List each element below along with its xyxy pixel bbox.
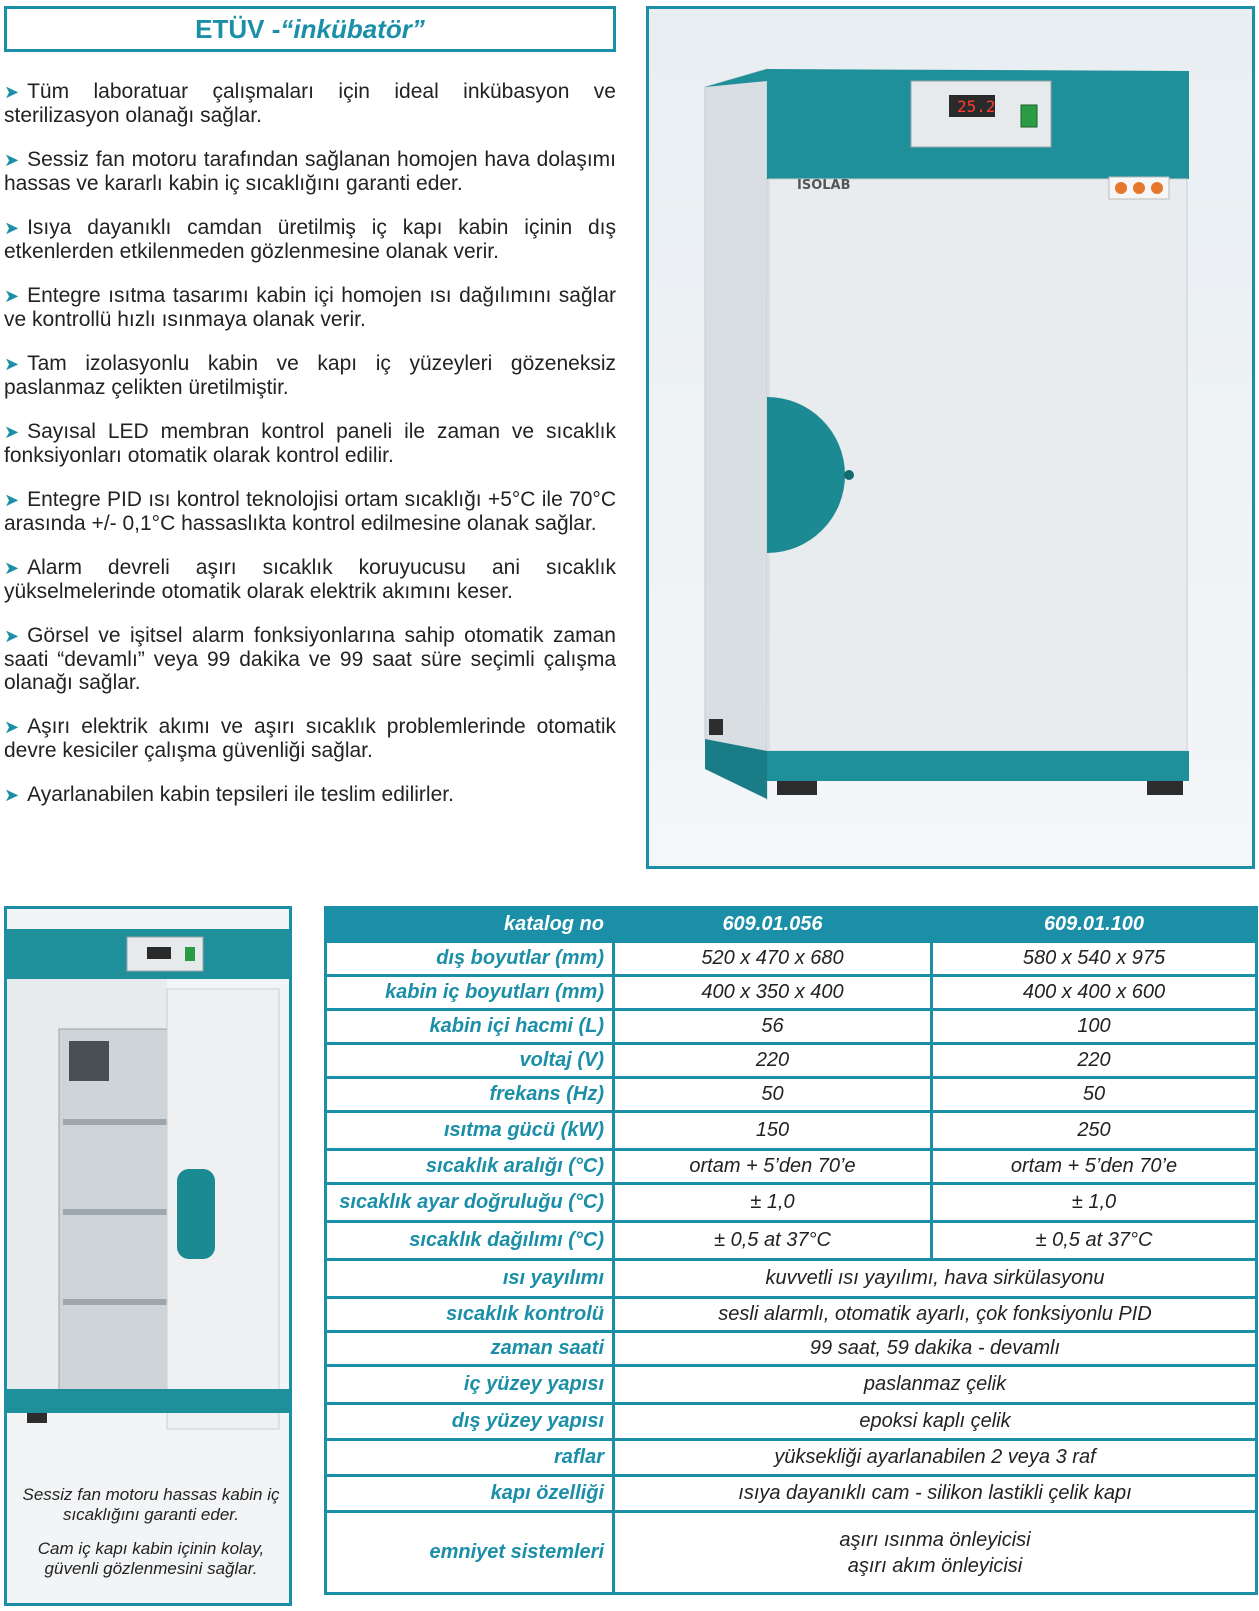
arrow-icon: ➤: [4, 558, 20, 578]
row-label: zaman saati: [326, 1332, 614, 1366]
row-value: ± 0,5 at 37°C: [614, 1222, 932, 1260]
open-incubator-illustration: [7, 909, 289, 1469]
row-value: ± 1,0: [932, 1184, 1257, 1222]
row-label: ısıtma gücü (kW): [326, 1112, 614, 1150]
arrow-icon: ➤: [4, 490, 20, 510]
title-italic: “inkübatör”: [280, 13, 425, 44]
page-title: [4, 6, 616, 52]
row-value: 400 x 350 x 400: [614, 976, 932, 1010]
arrow-icon: ➤: [4, 626, 20, 646]
row-value: 100: [932, 1010, 1257, 1044]
row-value: 99 saat, 59 dakika - devamlı: [614, 1332, 1257, 1366]
row-label: dış boyutlar (mm): [326, 942, 614, 976]
feature-item: [4, 624, 616, 694]
incubator-open-photo: [4, 906, 292, 1606]
temperature-display: 25.2: [957, 97, 996, 116]
feature-text: Aşırı elektrik akımı ve aşırı sıcaklık problemlerinde otomatik devre kesiciler çalışma güvenliği sağlar.: [4, 715, 616, 762]
feature-text: Sessiz fan motoru tarafından sağlanan homojen hava dolaşımı hassas ve kararlı kabin iç sıcaklığını garanti eder.: [4, 148, 616, 195]
safety-line: aşırı ısınma önleyicisi: [839, 1528, 1031, 1551]
row-value: 50: [932, 1078, 1257, 1112]
catalog-no-1: 609.01.056: [614, 908, 932, 942]
feature-item: [4, 715, 616, 762]
feature-text: Entegre ısıtma tasarımı kabin içi homojen ısı dağılımını sağlar ve kontrollü hızlı ısınmaya olanak verir.: [4, 284, 616, 331]
table-row-merged: [326, 1404, 1257, 1440]
arrow-icon: ➤: [4, 218, 20, 238]
row-value: paslanmaz çelik: [614, 1366, 1257, 1404]
feature-text: Tam izolasyonlu kabin ve kapı iç yüzeyleri gözeneksiz paslanmaz çelikten üretilmiştir.: [4, 352, 616, 399]
row-value: kuvvetli ısı yayılımı, hava sirkülasyonu: [614, 1260, 1257, 1298]
row-value: sesli alarmlı, otomatik ayarlı, çok fonksiyonlu PID: [614, 1298, 1257, 1332]
feature-item: [4, 216, 616, 263]
row-value: 150: [614, 1112, 932, 1150]
feature-item: [4, 80, 616, 127]
row-label: sıcaklık dağılımı (°C): [326, 1222, 614, 1260]
row-value: 520 x 470 x 680: [614, 942, 932, 976]
arrow-icon: ➤: [4, 717, 20, 737]
feature-text: Isıya dayanıklı camdan üretilmiş iç kapı kabin içinin dış etkenlerden etkilenmeden gözlenmesine olanak verir.: [4, 216, 616, 263]
feature-item: [4, 420, 616, 467]
feature-item: [4, 148, 616, 195]
row-value: ± 1,0: [614, 1184, 932, 1222]
caption-glass-door: Cam iç kapı kabin içinin kolay, güvenli gözlenmesini sağlar.: [37, 1539, 265, 1578]
feature-text: Entegre PID ısı kontrol teknolojisi ortam sıcaklığı +5°C ile 70°C arasında +/- 0,1°C hassaslıkta kontrol edilmesine olanak sağlar.: [4, 488, 616, 535]
arrow-icon: ➤: [4, 286, 20, 306]
row-label: kabin iç boyutları (mm): [326, 976, 614, 1010]
feature-item: [4, 556, 616, 603]
table-row-merged: [326, 1476, 1257, 1512]
row-label: kapı özelliği: [326, 1476, 614, 1512]
row-label: frekans (Hz): [326, 1078, 614, 1112]
row-label: kabin içi hacmi (L): [326, 1010, 614, 1044]
table-row: [326, 942, 1257, 976]
feature-text: Tüm laboratuar çalışmaları için ideal inkübasyon ve sterilizasyon olanağı sağlar.: [4, 80, 616, 127]
feature-text: Ayarlanabilen kabin tepsileri ile teslim edilirler.: [27, 783, 454, 806]
row-value: ortam + 5’den 70’e: [932, 1150, 1257, 1184]
feature-item: [4, 352, 616, 399]
table-row: [326, 1010, 1257, 1044]
table-row: [326, 1222, 1257, 1260]
row-value: yüksekliği ayarlanabilen 2 veya 3 raf: [614, 1440, 1257, 1476]
row-value: 220: [614, 1044, 932, 1078]
row-value: [614, 1512, 1257, 1594]
row-label: raflar: [326, 1440, 614, 1476]
row-label: iç yüzey yapısı: [326, 1366, 614, 1404]
table-row-merged: [326, 1332, 1257, 1366]
row-value: 250: [932, 1112, 1257, 1150]
table-row-merged: [326, 1440, 1257, 1476]
table-row-merged: [326, 1260, 1257, 1298]
feature-text: Alarm devreli aşırı sıcaklık koruyucusu ani sıcaklık yükselmelerinde otomatik olarak elektrik akımını keser.: [4, 556, 616, 603]
arrow-icon: ➤: [4, 354, 20, 374]
table-row: [326, 1150, 1257, 1184]
caption-fan: Sessiz fan motoru hassas kabin iç sıcaklığını garanti eder.: [22, 1485, 280, 1524]
table-row: [326, 1184, 1257, 1222]
row-label: sıcaklık kontrolü: [326, 1298, 614, 1332]
row-label: ısı yayılımı: [326, 1260, 614, 1298]
table-row: [326, 1078, 1257, 1112]
feature-list: [4, 80, 616, 828]
catalog-no-2: 609.01.100: [932, 908, 1257, 942]
row-value: ısıya dayanıklı cam - silikon lastikli çelik kapı: [614, 1476, 1257, 1512]
row-label: voltaj (V): [326, 1044, 614, 1078]
row-value: 50: [614, 1078, 932, 1112]
safety-line: aşırı akım önleyicisi: [847, 1554, 1023, 1577]
brand-logo: ISOLAB: [797, 178, 851, 193]
feature-item: [4, 284, 616, 331]
row-label: sıcaklık aralığı (°C): [326, 1150, 614, 1184]
incubator-photo: [646, 6, 1255, 869]
table-row-safety: [326, 1512, 1257, 1594]
row-value: 56: [614, 1010, 932, 1044]
row-value: ortam + 5’den 70’e: [614, 1150, 932, 1184]
row-value: epoksi kaplı çelik: [614, 1404, 1257, 1440]
table-row-merged: [326, 1366, 1257, 1404]
table-row: [326, 1112, 1257, 1150]
feature-text: Sayısal LED membran kontrol paneli ile zaman ve sıcaklık fonksiyonları otomatik olarak kontrol edilir.: [4, 420, 616, 467]
table-row: [326, 976, 1257, 1010]
table-header-row: [326, 908, 1257, 942]
arrow-icon: ➤: [4, 150, 20, 170]
title-main: ETÜV -: [195, 13, 281, 44]
feature-item: [4, 783, 616, 807]
row-label: sıcaklık ayar doğruluğu (°C): [326, 1184, 614, 1222]
arrow-icon: ➤: [4, 422, 20, 442]
arrow-icon: ➤: [4, 82, 20, 102]
feature-text: Görsel ve işitsel alarm fonksiyonlarına sahip otomatik zaman saati “devamlı” veya 99 dakika ve 99 saat süre seçimli çalışma olanağı sağlar.: [4, 624, 616, 694]
row-label: emniyet sistemleri: [326, 1512, 614, 1594]
table-row: [326, 1044, 1257, 1078]
catalog-label: katalog no: [326, 908, 614, 942]
spec-table: [324, 906, 1258, 1595]
table-row-merged: [326, 1298, 1257, 1332]
row-value: 580 x 540 x 975: [932, 942, 1257, 976]
arrow-icon: ➤: [4, 785, 20, 805]
row-value: ± 0,5 at 37°C: [932, 1222, 1257, 1260]
row-label: dış yüzey yapısı: [326, 1404, 614, 1440]
row-value: 400 x 400 x 600: [932, 976, 1257, 1010]
feature-item: [4, 488, 616, 535]
row-value: 220: [932, 1044, 1257, 1078]
incubator-illustration: [649, 9, 1252, 866]
